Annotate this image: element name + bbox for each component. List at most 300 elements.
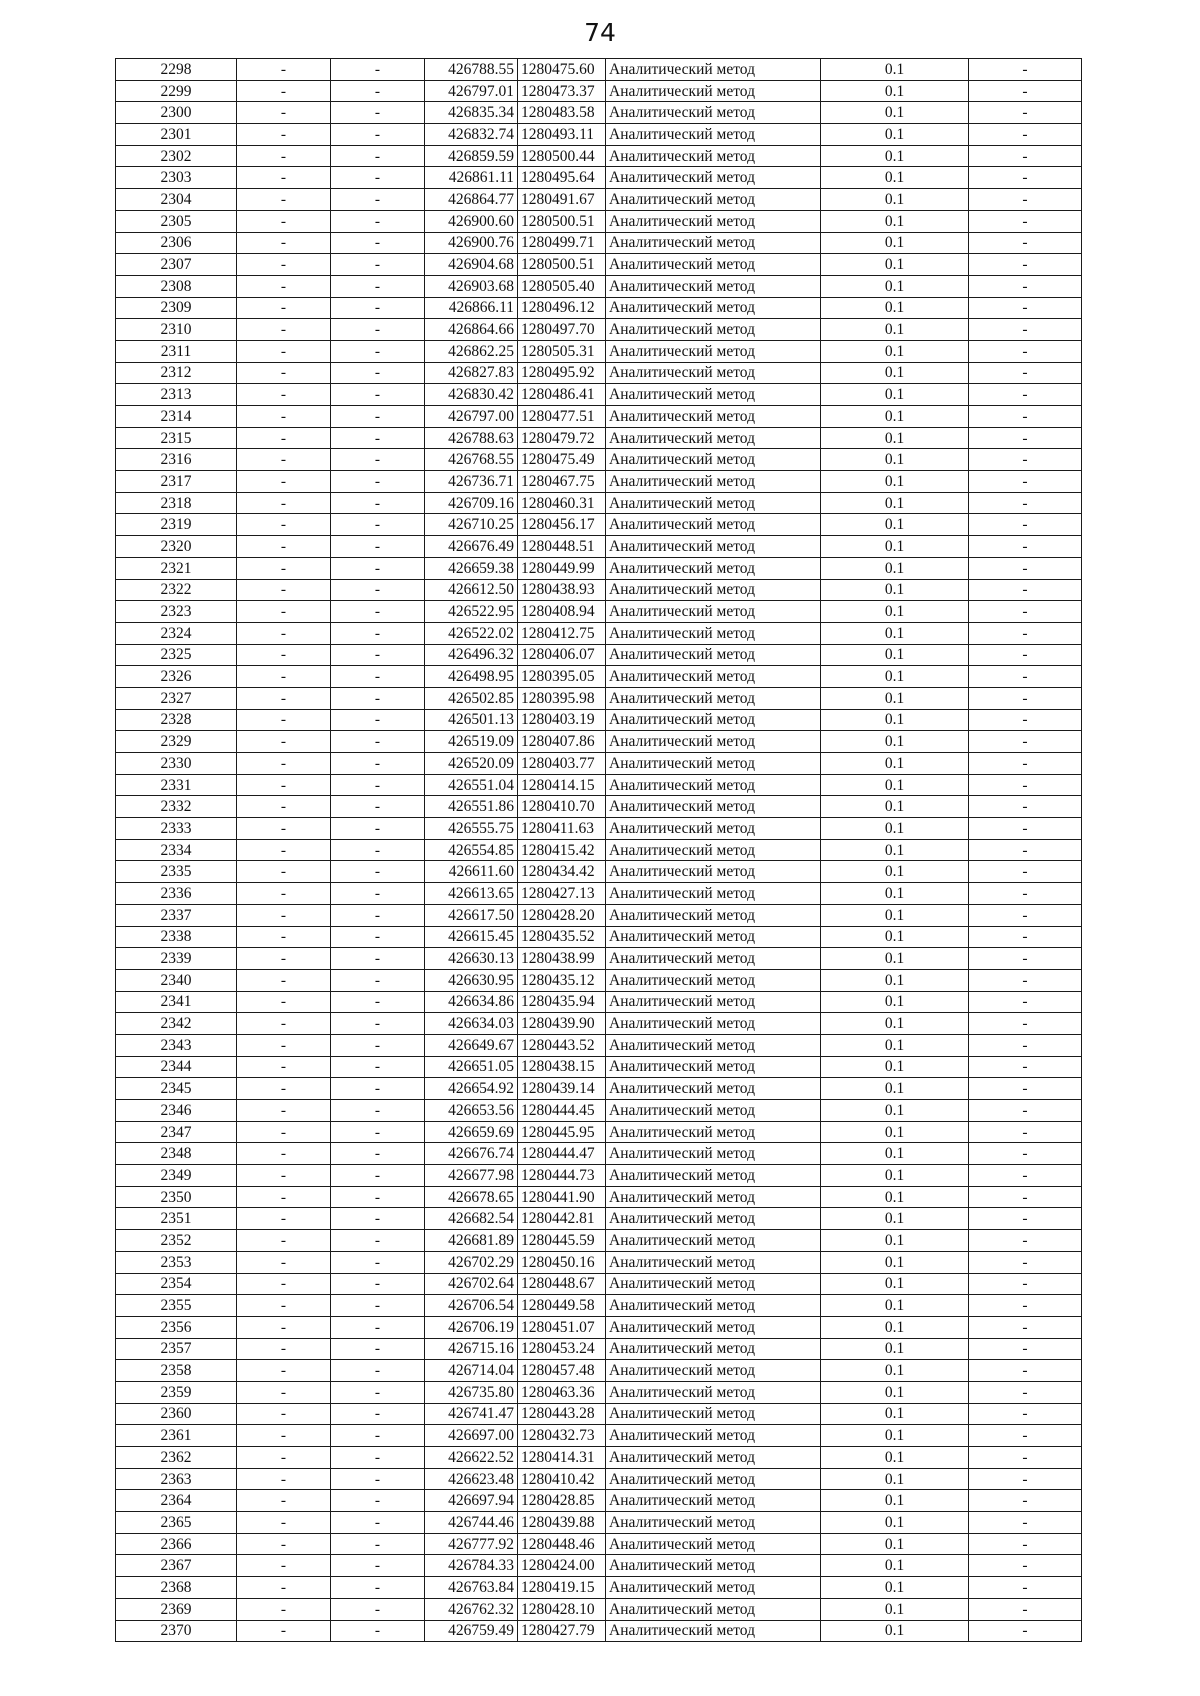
accuracy-cell: 0.1 (821, 1381, 969, 1403)
accuracy-cell: 0.1 (821, 80, 969, 102)
x-coordinate-cell: 426677.98 (425, 1165, 518, 1187)
x-coordinate-cell: 426797.00 (425, 406, 518, 428)
dash-cell: - (237, 1208, 331, 1230)
x-coordinate-cell: 426617.50 (425, 904, 518, 926)
dash-cell: - (331, 297, 425, 319)
dash-cell: - (237, 1360, 331, 1382)
table-row (116, 406, 1082, 428)
accuracy-cell: 0.1 (821, 883, 969, 905)
dash-cell: - (969, 1338, 1082, 1360)
table-row (116, 1143, 1082, 1165)
y-coordinate-cell: 1280406.07 (518, 644, 606, 666)
point-number-cell: 2366 (116, 1533, 237, 1555)
y-coordinate-cell: 1280438.99 (518, 948, 606, 970)
y-coordinate-cell: 1280486.41 (518, 384, 606, 406)
accuracy-cell: 0.1 (821, 818, 969, 840)
dash-cell: - (331, 1208, 425, 1230)
point-number-cell: 2300 (116, 102, 237, 124)
point-number-cell: 2351 (116, 1208, 237, 1230)
dash-cell: - (331, 601, 425, 623)
dash-cell: - (969, 601, 1082, 623)
point-number-cell: 2322 (116, 579, 237, 601)
dash-cell: - (237, 449, 331, 471)
dash-cell: - (331, 340, 425, 362)
dash-cell: - (331, 1381, 425, 1403)
x-coordinate-cell: 426554.85 (425, 839, 518, 861)
x-coordinate-cell: 426706.19 (425, 1316, 518, 1338)
x-coordinate-cell: 426630.95 (425, 969, 518, 991)
point-number-cell: 2345 (116, 1078, 237, 1100)
dash-cell: - (331, 427, 425, 449)
x-coordinate-cell: 426784.33 (425, 1555, 518, 1577)
dash-cell: - (969, 59, 1082, 81)
method-cell: Аналитический метод (606, 189, 821, 211)
dash-cell: - (969, 1403, 1082, 1425)
dash-cell: - (331, 406, 425, 428)
accuracy-cell: 0.1 (821, 1512, 969, 1534)
method-cell: Аналитический метод (606, 1403, 821, 1425)
method-cell: Аналитический метод (606, 904, 821, 926)
dash-cell: - (969, 167, 1082, 189)
y-coordinate-cell: 1280395.05 (518, 666, 606, 688)
y-coordinate-cell: 1280410.42 (518, 1468, 606, 1490)
y-coordinate-cell: 1280439.90 (518, 1013, 606, 1035)
method-cell: Аналитический метод (606, 753, 821, 775)
point-number-cell: 2361 (116, 1425, 237, 1447)
dash-cell: - (237, 666, 331, 688)
point-number-cell: 2365 (116, 1512, 237, 1534)
dash-cell: - (331, 796, 425, 818)
table-row (116, 102, 1082, 124)
dash-cell: - (331, 731, 425, 753)
point-number-cell: 2358 (116, 1360, 237, 1382)
table-row (116, 1273, 1082, 1295)
table-row (116, 601, 1082, 623)
method-cell: Аналитический метод (606, 492, 821, 514)
y-coordinate-cell: 1280435.94 (518, 991, 606, 1013)
dash-cell: - (237, 818, 331, 840)
accuracy-cell: 0.1 (821, 1273, 969, 1295)
method-cell: Аналитический метод (606, 948, 821, 970)
table-row (116, 536, 1082, 558)
method-cell: Аналитический метод (606, 1251, 821, 1273)
x-coordinate-cell: 426649.67 (425, 1034, 518, 1056)
point-number-cell: 2315 (116, 427, 237, 449)
point-number-cell: 2316 (116, 449, 237, 471)
x-coordinate-cell: 426827.83 (425, 362, 518, 384)
dash-cell: - (331, 1013, 425, 1035)
x-coordinate-cell: 426681.89 (425, 1230, 518, 1252)
accuracy-cell: 0.1 (821, 1598, 969, 1620)
x-coordinate-cell: 426835.34 (425, 102, 518, 124)
method-cell: Аналитический метод (606, 210, 821, 232)
dash-cell: - (969, 1425, 1082, 1447)
x-coordinate-cell: 426715.16 (425, 1338, 518, 1360)
dash-cell: - (237, 145, 331, 167)
table-row (116, 1447, 1082, 1469)
method-cell: Аналитический метод (606, 1034, 821, 1056)
dash-cell: - (331, 1338, 425, 1360)
y-coordinate-cell: 1280414.15 (518, 774, 606, 796)
dash-cell: - (237, 167, 331, 189)
method-cell: Аналитический метод (606, 774, 821, 796)
table-row (116, 818, 1082, 840)
dash-cell: - (237, 709, 331, 731)
y-coordinate-cell: 1280432.73 (518, 1425, 606, 1447)
x-coordinate-cell: 426702.64 (425, 1273, 518, 1295)
accuracy-cell: 0.1 (821, 232, 969, 254)
point-number-cell: 2321 (116, 557, 237, 579)
page-number: 74 (584, 18, 616, 47)
y-coordinate-cell: 1280496.12 (518, 297, 606, 319)
point-number-cell: 2306 (116, 232, 237, 254)
accuracy-cell: 0.1 (821, 1360, 969, 1382)
dash-cell: - (237, 1186, 331, 1208)
point-number-cell: 2341 (116, 991, 237, 1013)
dash-cell: - (237, 1078, 331, 1100)
dash-cell: - (969, 102, 1082, 124)
accuracy-cell: 0.1 (821, 492, 969, 514)
table-row (116, 904, 1082, 926)
table-row (116, 1100, 1082, 1122)
dash-cell: - (969, 80, 1082, 102)
method-cell: Аналитический метод (606, 384, 821, 406)
method-cell: Аналитический метод (606, 1100, 821, 1122)
dash-cell: - (331, 167, 425, 189)
point-number-cell: 2331 (116, 774, 237, 796)
accuracy-cell: 0.1 (821, 666, 969, 688)
dash-cell: - (237, 189, 331, 211)
dash-cell: - (969, 1013, 1082, 1035)
dash-cell: - (237, 1316, 331, 1338)
table-row (116, 145, 1082, 167)
table-row (116, 622, 1082, 644)
accuracy-cell: 0.1 (821, 839, 969, 861)
accuracy-cell: 0.1 (821, 601, 969, 623)
dash-cell: - (237, 926, 331, 948)
dash-cell: - (969, 796, 1082, 818)
point-number-cell: 2299 (116, 80, 237, 102)
point-number-cell: 2343 (116, 1034, 237, 1056)
dash-cell: - (237, 406, 331, 428)
x-coordinate-cell: 426706.54 (425, 1295, 518, 1317)
dash-cell: - (237, 1165, 331, 1187)
dash-cell: - (969, 210, 1082, 232)
dash-cell: - (331, 1490, 425, 1512)
method-cell: Аналитический метод (606, 796, 821, 818)
method-cell: Аналитический метод (606, 319, 821, 341)
dash-cell: - (237, 774, 331, 796)
dash-cell: - (969, 124, 1082, 146)
point-number-cell: 2336 (116, 883, 237, 905)
x-coordinate-cell: 426797.01 (425, 80, 518, 102)
point-number-cell: 2329 (116, 731, 237, 753)
dash-cell: - (331, 492, 425, 514)
method-cell: Аналитический метод (606, 1620, 821, 1642)
y-coordinate-cell: 1280491.67 (518, 189, 606, 211)
dash-cell: - (969, 254, 1082, 276)
x-coordinate-cell: 426862.25 (425, 340, 518, 362)
accuracy-cell: 0.1 (821, 622, 969, 644)
method-cell: Аналитический метод (606, 883, 821, 905)
dash-cell: - (969, 926, 1082, 948)
accuracy-cell: 0.1 (821, 124, 969, 146)
x-coordinate-cell: 426613.65 (425, 883, 518, 905)
dash-cell: - (969, 861, 1082, 883)
method-cell: Аналитический метод (606, 362, 821, 384)
dash-cell: - (969, 557, 1082, 579)
dash-cell: - (237, 80, 331, 102)
point-number-cell: 2357 (116, 1338, 237, 1360)
y-coordinate-cell: 1280427.79 (518, 1620, 606, 1642)
method-cell: Аналитический метод (606, 1490, 821, 1512)
point-number-cell: 2319 (116, 514, 237, 536)
x-coordinate-cell: 426555.75 (425, 818, 518, 840)
accuracy-cell: 0.1 (821, 861, 969, 883)
dash-cell: - (237, 1490, 331, 1512)
accuracy-cell: 0.1 (821, 579, 969, 601)
y-coordinate-cell: 1280456.17 (518, 514, 606, 536)
method-cell: Аналитический метод (606, 254, 821, 276)
dash-cell: - (969, 991, 1082, 1013)
x-coordinate-cell: 426522.02 (425, 622, 518, 644)
x-coordinate-cell: 426676.74 (425, 1143, 518, 1165)
method-cell: Аналитический метод (606, 406, 821, 428)
table-row (116, 1078, 1082, 1100)
method-cell: Аналитический метод (606, 731, 821, 753)
table-row (116, 709, 1082, 731)
method-cell: Аналитический метод (606, 1468, 821, 1490)
x-coordinate-cell: 426520.09 (425, 753, 518, 775)
table-row (116, 839, 1082, 861)
dash-cell: - (969, 232, 1082, 254)
dash-cell: - (969, 1078, 1082, 1100)
point-number-cell: 2370 (116, 1620, 237, 1642)
table-row (116, 1512, 1082, 1534)
y-coordinate-cell: 1280412.75 (518, 622, 606, 644)
method-cell: Аналитический метод (606, 1273, 821, 1295)
table-row (116, 1620, 1082, 1642)
dash-cell: - (331, 254, 425, 276)
table-row (116, 861, 1082, 883)
method-cell: Аналитический метод (606, 1381, 821, 1403)
dash-cell: - (237, 731, 331, 753)
accuracy-cell: 0.1 (821, 796, 969, 818)
dash-cell: - (237, 1425, 331, 1447)
dash-cell: - (969, 1056, 1082, 1078)
accuracy-cell: 0.1 (821, 1143, 969, 1165)
y-coordinate-cell: 1280415.42 (518, 839, 606, 861)
dash-cell: - (331, 1533, 425, 1555)
y-coordinate-cell: 1280395.98 (518, 687, 606, 709)
accuracy-cell: 0.1 (821, 1013, 969, 1035)
accuracy-cell: 0.1 (821, 687, 969, 709)
table-row (116, 1338, 1082, 1360)
dash-cell: - (237, 991, 331, 1013)
method-cell: Аналитический метод (606, 818, 821, 840)
accuracy-cell: 0.1 (821, 774, 969, 796)
y-coordinate-cell: 1280444.47 (518, 1143, 606, 1165)
dash-cell: - (969, 1165, 1082, 1187)
table-row (116, 189, 1082, 211)
table-row (116, 297, 1082, 319)
y-coordinate-cell: 1280419.15 (518, 1577, 606, 1599)
y-coordinate-cell: 1280428.20 (518, 904, 606, 926)
point-number-cell: 2325 (116, 644, 237, 666)
table-row (116, 449, 1082, 471)
point-number-cell: 2324 (116, 622, 237, 644)
dash-cell: - (331, 579, 425, 601)
dash-cell: - (969, 1360, 1082, 1382)
table-row (116, 254, 1082, 276)
point-number-cell: 2301 (116, 124, 237, 146)
y-coordinate-cell: 1280475.49 (518, 449, 606, 471)
point-number-cell: 2328 (116, 709, 237, 731)
table-row (116, 340, 1082, 362)
method-cell: Аналитический метод (606, 601, 821, 623)
point-number-cell: 2369 (116, 1598, 237, 1620)
method-cell: Аналитический метод (606, 687, 821, 709)
dash-cell: - (331, 1425, 425, 1447)
y-coordinate-cell: 1280457.48 (518, 1360, 606, 1382)
x-coordinate-cell: 426714.04 (425, 1360, 518, 1382)
x-coordinate-cell: 426866.11 (425, 297, 518, 319)
x-coordinate-cell: 426634.86 (425, 991, 518, 1013)
table-row (116, 427, 1082, 449)
method-cell: Аналитический метод (606, 275, 821, 297)
point-number-cell: 2312 (116, 362, 237, 384)
y-coordinate-cell: 1280438.93 (518, 579, 606, 601)
dash-cell: - (237, 883, 331, 905)
accuracy-cell: 0.1 (821, 709, 969, 731)
point-number-cell: 2310 (116, 319, 237, 341)
method-cell: Аналитический метод (606, 1512, 821, 1534)
method-cell: Аналитический метод (606, 991, 821, 1013)
point-number-cell: 2355 (116, 1295, 237, 1317)
table-row (116, 644, 1082, 666)
dash-cell: - (331, 644, 425, 666)
dash-cell: - (237, 427, 331, 449)
x-coordinate-cell: 426735.80 (425, 1381, 518, 1403)
dash-cell: - (969, 1555, 1082, 1577)
table-row (116, 1121, 1082, 1143)
y-coordinate-cell: 1280441.90 (518, 1186, 606, 1208)
y-coordinate-cell: 1280435.52 (518, 926, 606, 948)
dash-cell: - (331, 948, 425, 970)
dash-cell: - (969, 1143, 1082, 1165)
dash-cell: - (969, 1208, 1082, 1230)
dash-cell: - (969, 1186, 1082, 1208)
dash-cell: - (969, 731, 1082, 753)
dash-cell: - (331, 1447, 425, 1469)
dash-cell: - (331, 1078, 425, 1100)
point-number-cell: 2364 (116, 1490, 237, 1512)
method-cell: Аналитический метод (606, 1121, 821, 1143)
dash-cell: - (969, 774, 1082, 796)
accuracy-cell: 0.1 (821, 1034, 969, 1056)
y-coordinate-cell: 1280500.51 (518, 254, 606, 276)
dash-cell: - (969, 1295, 1082, 1317)
point-number-cell: 2347 (116, 1121, 237, 1143)
table-row (116, 687, 1082, 709)
dash-cell: - (969, 1620, 1082, 1642)
dash-cell: - (237, 1381, 331, 1403)
point-number-cell: 2302 (116, 145, 237, 167)
point-number-cell: 2352 (116, 1230, 237, 1252)
table-row (116, 210, 1082, 232)
accuracy-cell: 0.1 (821, 340, 969, 362)
dash-cell: - (331, 384, 425, 406)
dash-cell: - (969, 1100, 1082, 1122)
dash-cell: - (331, 1143, 425, 1165)
table-row (116, 1555, 1082, 1577)
table-row (116, 1056, 1082, 1078)
y-coordinate-cell: 1280411.63 (518, 818, 606, 840)
dash-cell: - (969, 189, 1082, 211)
table-body (116, 59, 1082, 1642)
method-cell: Аналитический метод (606, 1447, 821, 1469)
dash-cell: - (237, 1403, 331, 1425)
dash-cell: - (969, 427, 1082, 449)
y-coordinate-cell: 1280434.42 (518, 861, 606, 883)
x-coordinate-cell: 426697.94 (425, 1490, 518, 1512)
dash-cell: - (237, 1555, 331, 1577)
y-coordinate-cell: 1280505.31 (518, 340, 606, 362)
x-coordinate-cell: 426678.65 (425, 1186, 518, 1208)
accuracy-cell: 0.1 (821, 1230, 969, 1252)
x-coordinate-cell: 426859.59 (425, 145, 518, 167)
dash-cell: - (331, 102, 425, 124)
dash-cell: - (331, 861, 425, 883)
point-number-cell: 2334 (116, 839, 237, 861)
dash-cell: - (237, 384, 331, 406)
dash-cell: - (331, 1056, 425, 1078)
dash-cell: - (969, 297, 1082, 319)
point-number-cell: 2303 (116, 167, 237, 189)
dash-cell: - (969, 275, 1082, 297)
x-coordinate-cell: 426861.11 (425, 167, 518, 189)
method-cell: Аналитический метод (606, 449, 821, 471)
point-number-cell: 2356 (116, 1316, 237, 1338)
coordinates-table (115, 58, 1082, 1642)
y-coordinate-cell: 1280444.45 (518, 1100, 606, 1122)
method-cell: Аналитический метод (606, 1316, 821, 1338)
x-coordinate-cell: 426676.49 (425, 536, 518, 558)
table-row (116, 1013, 1082, 1035)
dash-cell: - (331, 1121, 425, 1143)
dash-cell: - (331, 1512, 425, 1534)
y-coordinate-cell: 1280438.15 (518, 1056, 606, 1078)
point-number-cell: 2314 (116, 406, 237, 428)
dash-cell: - (331, 774, 425, 796)
accuracy-cell: 0.1 (821, 1295, 969, 1317)
table-row (116, 1490, 1082, 1512)
y-coordinate-cell: 1280424.00 (518, 1555, 606, 1577)
dash-cell: - (237, 1468, 331, 1490)
x-coordinate-cell: 426763.84 (425, 1577, 518, 1599)
method-cell: Аналитический метод (606, 514, 821, 536)
x-coordinate-cell: 426630.13 (425, 948, 518, 970)
table-row (116, 1034, 1082, 1056)
dash-cell: - (331, 883, 425, 905)
y-coordinate-cell: 1280500.51 (518, 210, 606, 232)
point-number-cell: 2330 (116, 753, 237, 775)
method-cell: Аналитический метод (606, 1555, 821, 1577)
dash-cell: - (969, 1533, 1082, 1555)
dash-cell: - (331, 145, 425, 167)
point-number-cell: 2346 (116, 1100, 237, 1122)
dash-cell: - (969, 839, 1082, 861)
